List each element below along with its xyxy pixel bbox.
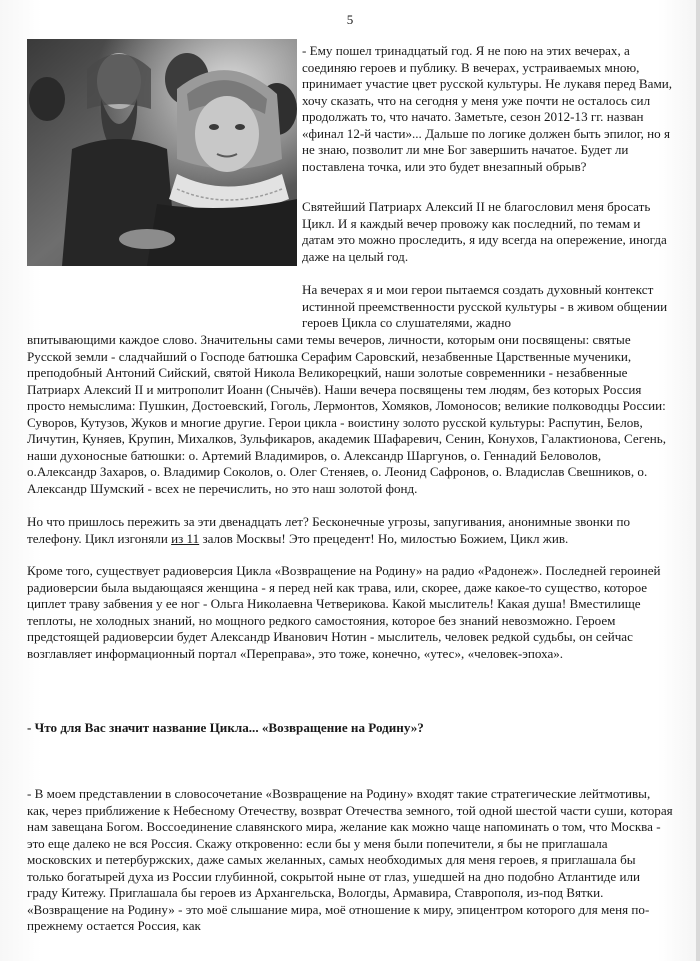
photo-illustration xyxy=(27,39,297,266)
page-edge-shadow xyxy=(696,0,700,961)
radio-version-paragraph xyxy=(27,563,674,662)
hardships-underlined-count: из 11 xyxy=(171,530,200,546)
paragraph-patriarch: Святейший Патриарх Алексий II не благословил меня бросать Цикл. И я каждый вечер провожу как последний, по темам и датам это можно проследить, я иду всегда на опережение, иногда даже на целый год. xyxy=(302,199,667,264)
paragraph-homeland-answer: - В моем представлении в словосочетание «Возвращение на Родину» входят такие стратегические лейтмотивы, как, через приближение к Небесному Отечеству, возврат Отечества земного, той одной шестой части суши, которая нам завещана Богом. Воссоединение славянского мира, желание как можно чаще напоминать о том, что Москва - это еще далеко не вся Россия. Скажу откровенно: если бы у меня были попечители, я бы не приглашала московских и петербуржских, даже самых желанных, самых необходимых для меня героев, я приглашала бы только богатырей духа из России глубинной, сокрытой ныне от глаз, ушедшей на дно подобно Атлантиде или граду Китежу. Приглашала бы героев из Архангельска, Вологды, Армавира, Ставрополя, из-под Вятки. «Возвращение на Родину» - это моё слышание мира, моё отношение к миру, эпицентром которого для меня по-прежнему остается Россия, как xyxy=(27,786,673,933)
photo-nun-and-priest xyxy=(27,39,297,266)
page-number: 5 xyxy=(346,12,354,27)
paragraph-cycle-age: - Ему пошел тринадцатый год. Я не пою на этих вечерах, а соединяю героев и публику. В вечерах, устраиваемых мною, принимает участие цвет русской культуры. Не лукавя перед Вами, хочу сказать, что на сегодня у меня уже почти не осталось сил продолжать то, что начато. Заметьте, сезон 2012-13 гг. назван «финал 12-й части»... Дальше по логике должен быть эпилог, но я не знаю, позволит ли мне Бог завершить начатое. Будет ли поставлена точка, или это будет внезапный обрыв? xyxy=(302,43,673,174)
evenings-paragraph-start xyxy=(302,282,674,332)
hardships-text-before: Но что пришлось пережить за эти двенадцать лет? Бесконечные угрозы, запугивания, анонимные звонки по телефону. Цикл изгоняли xyxy=(27,514,631,546)
hardships-paragraph xyxy=(27,514,674,547)
homeland-answer-paragraph xyxy=(27,786,674,935)
paragraph-evenings-continued: впитывающими каждое слово. Значительны сами темы вечеров, личности, которым они посвящены: святые Русской земли - сладчайший о Господе батюшка Серафим Саровский, незабвенные Царственные мученики, преподобный Антоний Сийский, святой Никола Великорецкий, наши золотые современники - незабвенные Патриарх Алексий II и митрополит Иоанн (Снычёв). Наши вечера посвящены тем людям, без которых Россия просто немыслима: Пушкин, Достоевский, Гоголь, Лермонтов, Хомяков, Ломоносов; великие полководцы России: Суворов, Кутузов, Жуков и многие другие. Герои цикла - воистину золото русской культуры: Распутин, Белов, Личутин, Куняев, Крупин, Михалков, Зульфикаров, академик Шафаревич, Сенин, Конухов, Галактионова, Сегень, наши духоносные батюшки: о. Артемий Владимиров, о. Александр Шаргунов, о. Геннадий Беловолов, о.Александр Захаров, о. Владимир Соколов, о. Олег Стеняев, о. Леонид Сафронов, о. Владислав Свешников, о. Александр Шумский - всех не перечислить, но это наш золотой фонд. xyxy=(27,332,667,496)
interview-question xyxy=(27,720,674,737)
intro-answer-paragraph xyxy=(302,43,674,175)
evenings-paragraph-continued xyxy=(27,332,674,497)
paragraph-hardships xyxy=(27,514,674,547)
paragraph-radio-version: Кроме того, существует радиоверсия Цикла «Возвращение на Родину» на радио «Радонеж». Последней героиней радиоверсии была выдающаяся женщина - я перед ней как трава, или, скорее, даже какое-то существо, которое циплет траву забвения у ее ног - Ольга Николаевна Четверикова. Какой мыслитель! Какая душа! Вместилище теплоты, не холодных знаний, но мощного редкого самостояния, которое без знаний невозможно. Героем предстоящей радиоверсии будет Александр Иванович Нотин - мыслитель, человек редкой судьбы, он сейчас возглавляет информационный портал «Переправа», это тоже, конечно, «утес», «человек-эпоха». xyxy=(27,563,661,661)
question-cycle-name: - Что для Вас значит название Цикла... «Возвращение на Родину»? xyxy=(27,720,424,735)
patriarch-paragraph xyxy=(302,199,674,265)
hardships-text-after: залов Москвы! Это прецедент! Но, милостью Божием, Цикл жив. xyxy=(199,530,569,546)
paragraph-evenings-start: На вечерах я и мои герои пытаемся создать духовный контекст истинной преемственности русской культуры - в живом общении героев Цикла со слушателями, жадно xyxy=(302,282,668,330)
